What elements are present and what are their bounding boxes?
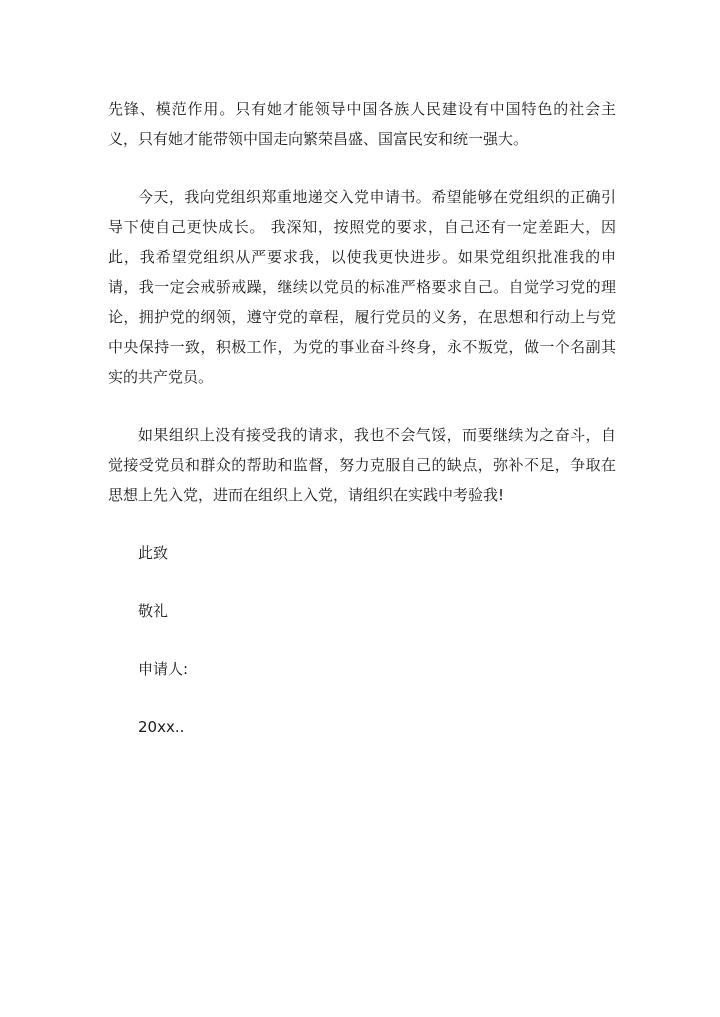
paragraph-resolve: 如果组织上没有接受我的请求，我也不会气馁，而要继续为之奋斗，自觉接受党员和群众的帮助和监督，努力克服自己的缺点，弥补不足，争取在思想上先入党，进而在组织上入党，请组织在实践中考验我!: [108, 426, 616, 504]
salute-text: 敬礼: [138, 602, 169, 620]
closing-text: 此致: [138, 544, 169, 562]
date-text: 20xx..: [138, 718, 185, 736]
paragraph-application: 今天，我向党组织郑重地递交入党申请书。希望能够在党组织的正确引导下使自己更快成长。 我深知，按照党的要求，自己还有一定差距大，因此，我希望党组织从严要求我，以使我更快进步。如果党组织批准我的申请，我一定会戒骄戒躁，继续以党员的标准严格要求自己。自觉学习党的理论，拥护党的纲领，遵守党的章程，履行党员的义务，在思想和行动上与党中央保持一致，积极工作，为党的事业奋斗终身，永不叛党，做一个名副其实的共产党员。: [108, 188, 616, 386]
document-body: [108, 94, 616, 742]
paragraph-intro: 先锋、模范作用。只有她才能领导中国各族人民建设有中国特色的社会主义，只有她才能带领中国走向繁荣昌盛、国富民安和统一强大。: [108, 100, 616, 148]
applicant-label: 申请人:: [138, 660, 189, 678]
